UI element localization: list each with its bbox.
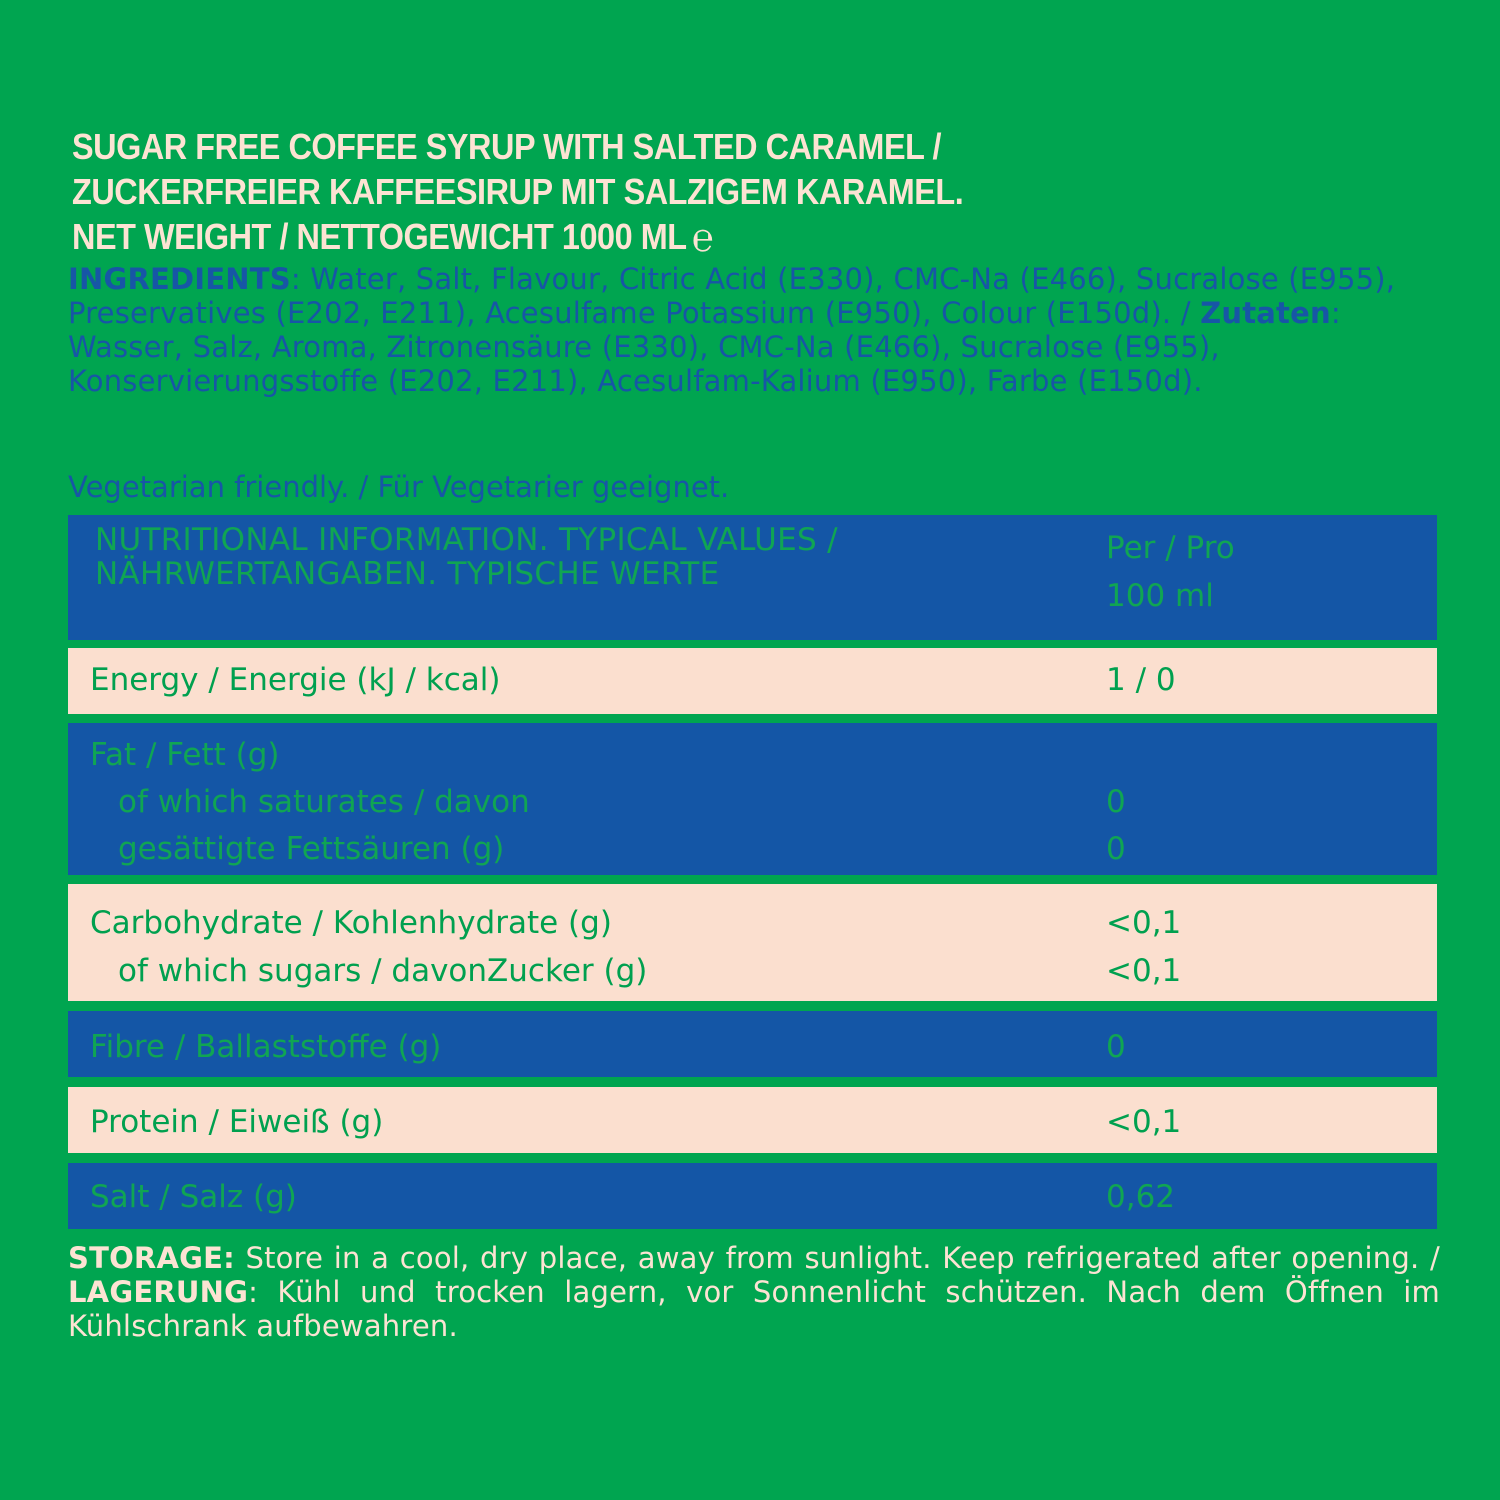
net-weight-text: NET WEIGHT / NETTOGEWICHT 1000 ML [72,216,687,257]
ingredients-text-de: : Wasser, Salz, Aroma, Zitronensäure (E330), CMC-Na (E466), Sucralose (E955), Konservierungsstoffe (E202, E211), Acesulfam-Kalium (E950), Farbe (E150d). [68,296,1341,398]
fat-row [68,723,1437,875]
fat-label: Fat / Fett (g) [90,737,280,773]
fibre-value: 0 [1106,1029,1126,1065]
protein-value: <0,1 [1106,1104,1182,1140]
net-weight-line [72,214,1296,259]
per-label: Per / Pro [1106,530,1235,566]
nutrition-header-per [1106,524,1235,620]
sugars-value: <0,1 [1106,953,1182,989]
ingredients-text-en: : Water, Salt, Flavour, Citric Acid (E330), CMC-Na (E466), Sucralose (E955), Preservatives (E202, E211), Acesulfame Potassium (E950), Colour (E150d). / [68,262,1396,330]
vegetarian-note: Vegetarian friendly. / Für Vegetarier geeignet. [68,470,730,504]
per-amount: 100 ml [1106,578,1214,614]
energy-row [68,648,1437,714]
energy-label: Energy / Energie (kJ / kcal) [90,662,501,698]
carbohydrate-value: <0,1 [1106,905,1182,941]
energy-value: 1 / 0 [1106,662,1176,698]
storage-text-en: Store in a cool, dry place, away from sunlight. Keep refrigerated after opening. / [234,1241,1440,1275]
fibre-label: Fibre / Ballaststoffe (g) [90,1029,442,1065]
ingredients-label-de: Zutaten [1200,296,1331,330]
storage-label-en: STORAGE: [68,1241,235,1275]
ingredients-block [68,262,1438,398]
product-title-en: SUGAR FREE COFFEE SYRUP WITH SALTED CARAMEL / [72,126,942,167]
estimated-sign-icon: ℮ [692,215,714,261]
storage-block [68,1241,1440,1343]
protein-label: Protein / Eiweiß (g) [90,1104,384,1140]
storage-text-de: : Kühl und trocken lagern, vor Sonnenlicht schützen. Nach dem Öffnen im Kühlschrank aufbewahren. [68,1275,1440,1343]
carbohydrate-label: Carbohydrate / Kohlenhydrate (g) [90,905,612,941]
product-title-de: ZUCKERFREIER KAFFEESIRUP MIT SALZIGEM KARAMEL. [72,171,964,212]
saturates-value: 0 [1106,831,1126,867]
product-header [72,124,1432,259]
carbohydrate-row [68,884,1437,1001]
nutrition-header-band [68,515,1437,640]
ingredients-label-en: INGREDIENTS [68,262,291,296]
fibre-row [68,1011,1437,1077]
saturates-label-line2: gesättigte Fettsäuren (g) [118,831,505,867]
salt-label: Salt / Salz (g) [90,1179,297,1215]
salt-row [68,1163,1437,1229]
storage-label-de: LAGERUNG [68,1275,249,1309]
saturates-label-line1: of which saturates / davon [118,784,530,820]
nutrition-header-title: NUTRITIONAL INFORMATION. TYPICAL VALUES / NÄHRWERTANGABEN. TYPISCHE WERTE [95,522,838,592]
protein-row [68,1087,1437,1153]
salt-value: 0,62 [1106,1179,1176,1215]
sugars-label: of which sugars / davonZucker (g) [118,953,648,989]
fat-value: 0 [1106,784,1126,820]
